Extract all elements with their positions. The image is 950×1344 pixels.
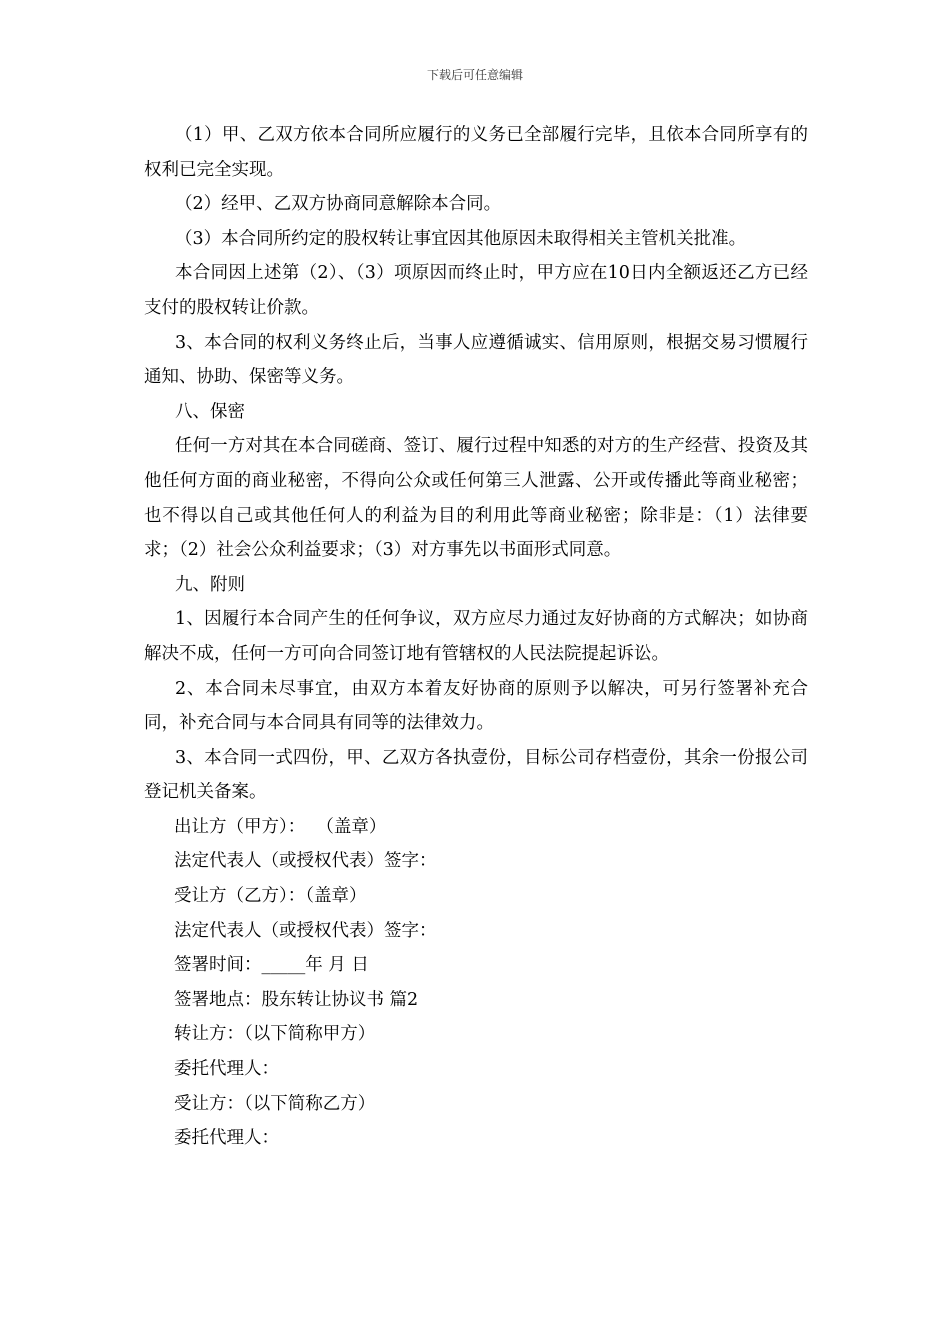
clause-dispute: 1、因履行本合同产生的任何争议，双方应尽力通过友好协商的方式解决；如协商解决不成，任何一方可向合同签订地有管辖权的人民法院提起诉讼。 bbox=[144, 609, 808, 664]
signature-transferee: 受让方（乙方）：（盖章） bbox=[174, 886, 367, 907]
signature-transferor: 出让方（甲方）： （盖章） bbox=[174, 816, 387, 837]
clause-supplement: 2、本合同未尽事宜，由双方本着友好协商的原则予以解决，可另行签署补充合同，补充合同与本合同具有同等的法律效力。 bbox=[144, 678, 808, 734]
signing-date: 签署时间：_____年 月 日 bbox=[174, 955, 369, 976]
party-transferor: 转让方：（以下简称甲方） bbox=[174, 1024, 376, 1045]
section-heading-confidentiality: 八、保密 bbox=[175, 401, 245, 422]
page-header-note: 下载后可任意编辑 bbox=[426, 68, 523, 82]
agent-a: 委托代理人： bbox=[174, 1059, 279, 1080]
signing-place: 签署地点：股东转让协议书 篇2 bbox=[174, 989, 419, 1010]
clause-confidentiality: 任何一方对其在本合同磋商、签订、履行过程中知悉的对方的生产经营、投资及其他任何方面的商业秘密，不得向公众或任何第三人泄露、公开或传播此等商业秘密；也不得以自己或其他任何人的利益为目的利用此等商业秘密；除非是：（1）法律要求；（2）社会公众利益要求；（3）对方事先以书面形式同意。 bbox=[144, 436, 808, 561]
signature-rep-b: 法定代表人（或授权代表）签字： bbox=[174, 920, 437, 941]
agent-b: 委托代理人： bbox=[174, 1128, 279, 1149]
clause-post-termination: 3、本合同的权利义务终止后，当事人应遵循诚实、信用原则，根据交易习惯履行通知、协助、保密等义务。 bbox=[144, 332, 808, 388]
party-transferee: 受让方：（以下简称乙方） bbox=[174, 1093, 376, 1114]
clause-termination-2: （2）经甲、乙双方协商同意解除本合同。 bbox=[175, 194, 502, 215]
document-body bbox=[144, 118, 808, 1156]
clause-termination-3: （3）本合同所约定的股权转让事宜因其他原因未取得相关主管机关批准。 bbox=[175, 228, 747, 249]
clause-refund: 本合同因上述第（2）、（3）项原因而终止时，甲方应在10日内全额返还乙方已经支付的股权转让价款。 bbox=[144, 263, 808, 318]
signature-rep-a: 法定代表人（或授权代表）签字： bbox=[174, 851, 437, 872]
section-heading-supplementary: 九、附则 bbox=[175, 574, 245, 595]
clause-termination-1: （1）甲、乙双方依本合同所应履行的义务已全部履行完毕，且依本合同所享有的权利已完全实现。 bbox=[144, 125, 808, 180]
clause-copies: 3、本合同一式四份，甲、乙双方各执壹份，目标公司存档壹份，其余一份报公司登记机关备案。 bbox=[144, 747, 808, 803]
